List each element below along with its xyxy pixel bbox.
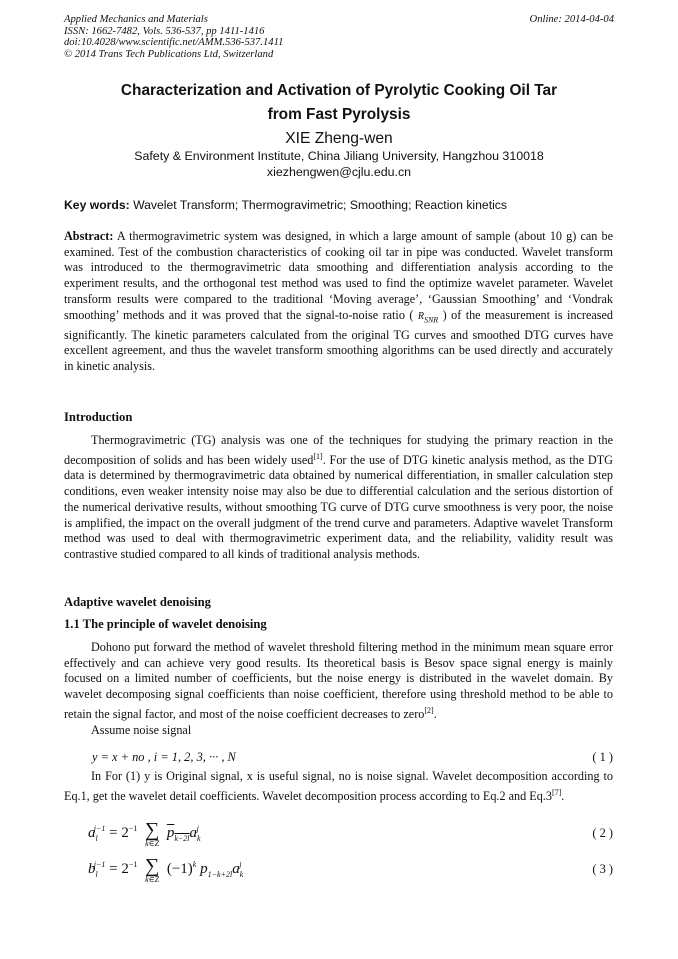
denoise-citation: [2] bbox=[424, 705, 434, 715]
author-email: xiezhengwen@cjlu.edu.cn bbox=[266, 165, 412, 179]
equation-2-formula: $a_l^{j-1} = 2^{-1}$ ∑ k∈Z $p_{k-2l}a_k^j$ bbox=[88, 819, 201, 848]
equation-3-formula: $b_l^{j-1} = 2^{-1}$ ∑ k∈Z $(-1)^k$ $p_{1-k+2l}a_k^j$ bbox=[88, 855, 244, 884]
intro-text-2: . For the use of DTG kinetic analysis method, as the DTG data is determined by thermogravimetric data obtained by numerical differentiation, in smaller calculation step conditions, even weaker intensity noise may also be due to differential calculation and the serious distortion of the numerical derivative results, without smoothing TG curve of DTG curve smoothness is very poor, the noise is amplified, the impact on the overall judgment of the trend curve and parameters. Adaptive wavelet Transform method was used to deal with thermogravimetric experiment data, and the reliability, validity result was contrastive studied compared to all kinds of traditional analysis methods. bbox=[64, 452, 613, 561]
post-eq-text-1: In For (1) y is Original signal, x is useful signal, no is noise signal. Wavelet decomposition according to Eq.1, get the wavelet detail coefficients. Wavelet decomposition process according to Eq.2 and Eq.3 bbox=[64, 769, 613, 803]
equation-2-number: ( 2 ) bbox=[592, 826, 613, 840]
journal-header bbox=[64, 14, 283, 60]
author-affiliation bbox=[0, 148, 678, 180]
affiliation-text: Safety & Environment Institute, China Jiliang University, Hangzhou 310018 bbox=[134, 149, 544, 163]
wavelet-heading: Adaptive wavelet denoising bbox=[64, 595, 211, 609]
equation-1-formula: y = x + no , i = 1, 2, 3, ··· , N bbox=[92, 750, 236, 764]
keywords-text: Wavelet Transform; Thermogravimetric; Smoothing; Reaction kinetics bbox=[133, 198, 507, 212]
introduction-heading: Introduction bbox=[64, 410, 133, 424]
denoise-text-1: Dohono put forward the method of wavelet threshold filtering method in the minimum mean square error effectively and can achieve very good results. Its theoretical basis is Besov space signal energy is mainly focused on a limited number of coefficients, but the noise energy is distributed in the wavelet domain. By wavelet decomposing signal coefficients than noise coefficient, therefore using threshold method to be able to retain the signal factor, and most of the noise coefficient decreases to zero bbox=[64, 640, 613, 721]
intro-citation: [1] bbox=[313, 451, 323, 461]
keywords-line bbox=[64, 198, 507, 212]
equation-3 bbox=[64, 856, 613, 886]
denoise-text-2: . bbox=[433, 706, 437, 721]
copyright-line: © 2014 Trans Tech Publications Ltd, Switzerland bbox=[64, 48, 274, 60]
abstract-text-1: A thermogravimetric system was designed, in which a large amount of sample (about 10 g) can be examined. Test of the combustion characteristics of cooking oil tar in pipe was conducted. Wavelet transform was introduced to the thermogravimetric data smoothing and differentiation analysis according to the experiment results, and the orthogonal test method was used to find the optimize wavelet parameter. Wavelet transform results were compared to the traditional ‘Moving average’, ‘Gaussian Smoothing’ and ‘Vondrak smoothing’ methods and it was proved that the signal-to-noise ratio ( bbox=[64, 229, 613, 322]
keywords-label: Key words: bbox=[64, 198, 130, 212]
introduction-paragraph bbox=[64, 433, 613, 563]
title-line-1: Characterization and Activation of Pyrolytic Cooking Oil Tar bbox=[120, 82, 558, 99]
title-line-2: from Fast Pyrolysis bbox=[267, 106, 411, 123]
paper-title bbox=[0, 79, 678, 127]
issn-line: ISSN: 1662-7482, Vols. 536-537, pp 1411-1416 bbox=[64, 25, 265, 37]
assume-line: Assume noise signal bbox=[91, 722, 192, 737]
equation-1-number: ( 1 ) bbox=[592, 750, 613, 764]
post-equation-paragraph bbox=[64, 769, 613, 804]
equation-2 bbox=[64, 820, 613, 850]
doi-line: doi:10.4028/www.scientific.net/AMM.536-537.1411 bbox=[64, 37, 284, 49]
author-name: XIE Zheng-wen bbox=[285, 130, 393, 147]
rsnr-symbol: R bbox=[417, 310, 424, 322]
principle-subheading: 1.1 The principle of wavelet denoising bbox=[64, 617, 267, 631]
denoising-paragraph bbox=[64, 640, 613, 738]
abstract bbox=[64, 229, 613, 375]
abstract-text-2: ) of the measurement is increased significantly. The kinetic parameters calculated from the original TG curves and smoothed DTG curves have excellent agreement, and thus the wavelet transform smoothing algorithms can be used directly and accurately in kinetic analysis. bbox=[64, 307, 614, 374]
post-eq-text-2: . bbox=[561, 788, 565, 803]
journal-name: Applied Mechanics and Materials bbox=[64, 14, 208, 25]
equation-3-number: ( 3 ) bbox=[592, 862, 613, 876]
equation-1 bbox=[64, 750, 613, 765]
intro-text-1: Thermogravimetric (TG) analysis was one of the techniques for studying the primary reaction in the decomposition of solids and has been widely used bbox=[64, 433, 613, 467]
abstract-label: Abstract: bbox=[64, 229, 114, 243]
post-eq-citation: [7] bbox=[551, 787, 562, 797]
rsnr-subscript: SNR bbox=[423, 314, 439, 324]
online-date: Online: 2014-04-04 bbox=[529, 14, 614, 25]
